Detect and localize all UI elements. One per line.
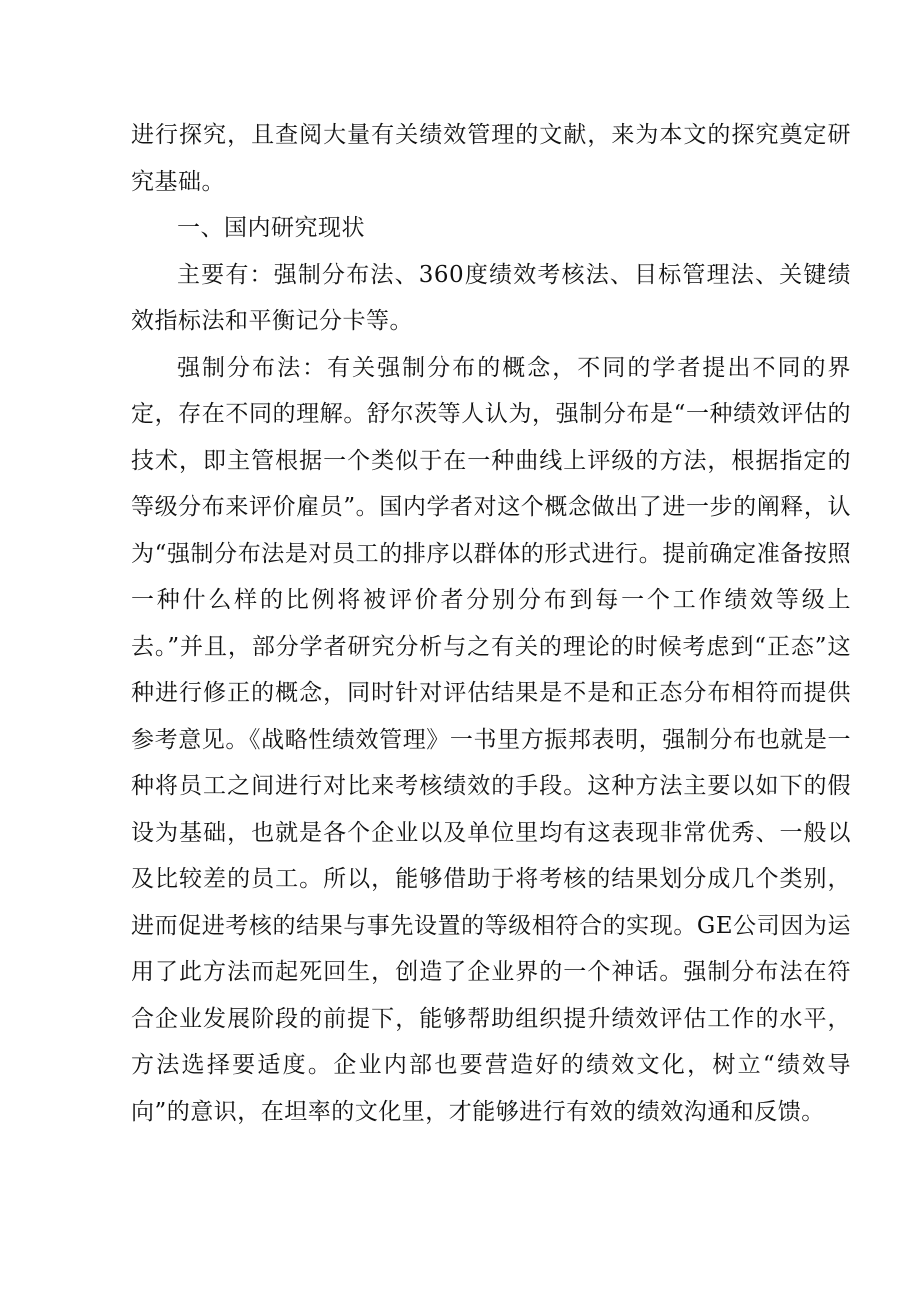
paragraph-forced-distribution: 强制分布法：有关强制分布的概念，不同的学者提出不同的界定，存在不同的理解。舒尔茨等人认为，强制分布是“一种绩效评估的技术，即主管根据一个类似于在一种曲线上评级的方法，根据指定的等级分布来评价雇员”。国内学者对这个概念做出了进一步的阐释，认为“强制分布法是对员工的排序以群体的形式进行。提前确定准备按照一种什么样的比例将被评价者分别分布到每一个工作绩效等级上去。”并且，部分学者研究分析与之有关的理论的时候考虑到“正态”这种进行修正的概念，同时针对评估结果是不是和正态分布相符而提供参考意见。《战略性绩效管理》一书里方振邦表明，强制分布也就是一种将员工之间进行对比来考核绩效的手段。这种方法主要以如下的假设为基础，也就是各个企业以及单位里均有这表现非常优秀、一般以及比较差的员工。所以，能够借助于将考核的结果划分成几个类别，进而促进考核的结果与事先设置的等级相符合的实现。GE公司因为运用了此方法而起死回生，创造了企业界的一个神话。强制分布法在符合企业发展阶段的前提下，能够帮助组织提升绩效评估工作的水平，方法选择要适度。企业内部也要营造好的绩效文化，树立“绩效导向”的意识，在坦率的文化里，才能够进行有效的绩效沟通和反馈。 <box>131 354 851 1125</box>
paragraph-methods-list: 主要有：强制分布法、360度绩效考核法、目标管理法、关键绩效指标法和平衡记分卡等。 <box>131 261 851 334</box>
section-heading: 一、国内研究现状 <box>177 215 365 241</box>
body-text <box>131 112 851 1135</box>
paragraph-continuation: 进行探究，且查阅大量有关绩效管理的文献，来为本文的探究奠定研究基础。 <box>131 122 851 195</box>
